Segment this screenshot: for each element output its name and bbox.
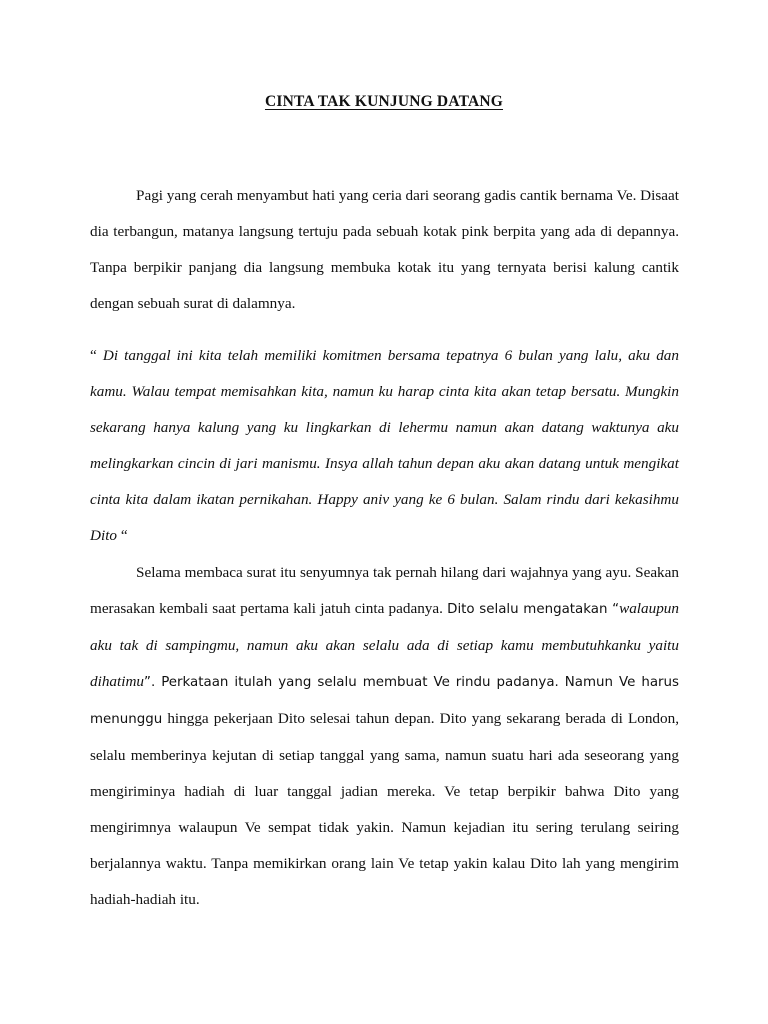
letter-text: Di tanggal ini kita telah memiliki komitmen bersama tepatnya 6 bulan yang lalu, aku dan kamu. Walau tempat memisahkan kita, namun ku harap cinta kita akan tetap bersatu. Mungkin sekarang hanya kalung yang ku lingkarkan di lehermu namun akan datang waktunya aku melingkarkan cincin di jari manismu. Insya allah tahun depan aku akan datang untuk mengikat cinta kita dalam ikatan pernikahan. Happy aniv yang ke 6 bulan. Salam rindu dari kekasihmu Dito [90,347,679,544]
paragraph-story [90,555,679,918]
paragraph-story-part-c: ”. Perkataan itulah yang selalu membuat Ve rindu padanya. Namun Ve harus menunggu [90,675,679,727]
paragraph-story-part-b: Dito selalu mengatakan “ [447,602,620,617]
letter-paragraph [90,338,679,554]
paragraph-story-part-d: hingga pekerjaan Dito selesai tahun depan. Dito yang sekarang berada di London, selalu memberinya kejutan di setiap tanggal yang sama, namun suatu hari ada seseorang yang mengiriminya hadiah di luar tanggal jadian mereka. Ve tetap berpikir bahwa Dito yang mengirimnya walaupun Ve sempat tidak yakin. Namun kejadian itu sering terulang seiring berjalannya waktu. Tanpa memikirkan orang lain Ve tetap yakin kalau Dito lah yang mengirim hadiah-hadiah itu. [90,710,679,908]
letter-close-quote: “ [117,527,128,544]
page-title-text: CINTA TAK KUNJUNG DATANG [264,93,504,110]
paragraph-story-part-a: Selama membaca surat itu senyumnya tak pernah hilang dari wajahnya yang ayu. Seakan merasakan kembali saat pertama kali jatuh cinta padanya. [90,564,679,617]
paragraph-intro-text: Pagi yang cerah menyambut hati yang ceria dari seorang gadis cantik bernama Ve. Disaat dia terbangun, matanya langsung tertuju pada sebuah kotak pink berpita yang ada di depannya. Tanpa berpikir panjang dia langsung membuka kotak itu yang ternyata berisi kalung cantik dengan sebuah surat di dalamnya. [90,187,679,312]
dito-quote: walaupun aku tak di sampingmu, namun aku akan selalu ada di setiap kamu membutuhkanku yaitu dihatimu [90,600,679,690]
letter-open-quote: “ [90,347,103,364]
page-title [0,93,768,111]
paragraph-intro [90,178,679,322]
